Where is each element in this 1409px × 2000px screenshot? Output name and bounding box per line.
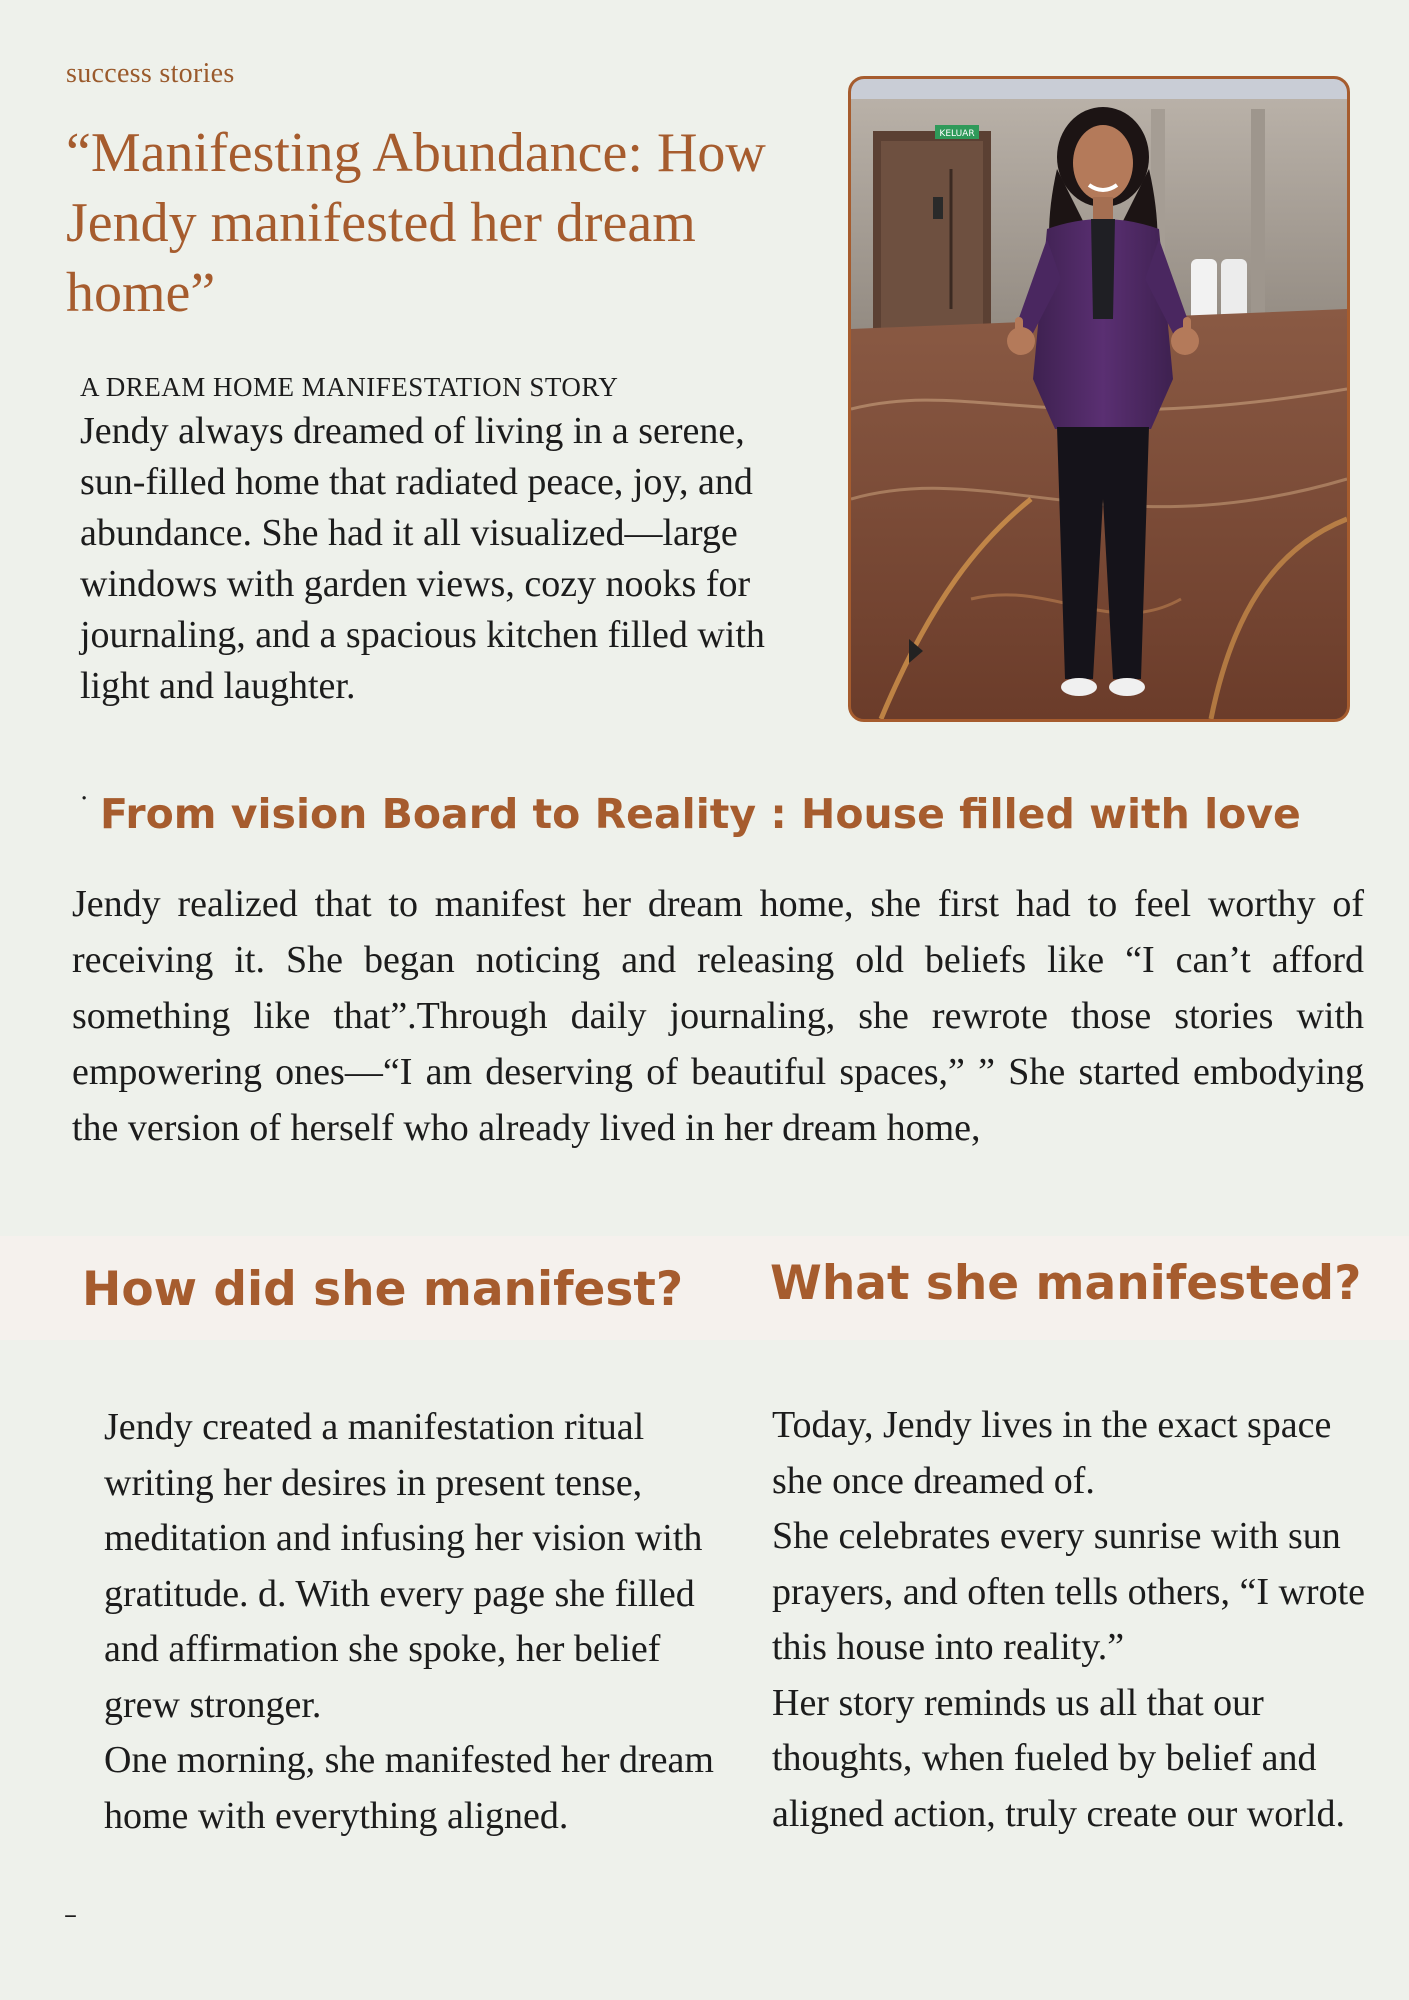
story-subheading: A DREAM HOME MANIFESTATION STORY — [80, 372, 619, 402]
stray-dot: . — [80, 776, 89, 806]
left-column-heading: How did she manifest? — [82, 1262, 684, 1317]
right-column-heading: What she manifested? — [770, 1256, 1362, 1311]
section-kicker: success stories — [66, 58, 235, 89]
portrait-photo — [848, 76, 1350, 722]
section-heading: From vision Board to Reality : House filled with love — [100, 790, 1301, 838]
intro-paragraph: Jendy always dreamed of living in a serene, sun-filled home that radiated peace, joy, and abundance. She had it all visualized—large windows with garden views, cozy nooks for journaling, and a spacious kitchen filled with light and laughter. — [80, 410, 765, 707]
exit-sign-label: KELUAR — [939, 129, 975, 139]
right-column-text: Today, Jendy lives in the exact space she once dreamed of. She celebrates every sunrise with sun prayers, and often tells others, “I wrote this house into reality.” Her story reminds us all that our thoughts, when fueled by belief and aligned action, truly create our world. — [772, 1404, 1366, 1835]
stray-dash: – — [64, 1900, 77, 1930]
portrait-illustration — [851, 79, 1347, 719]
left-column-text: Jendy created a manifestation ritual writing her desires in present tense, meditation and infusing her vision with gratitude. d. With every page she filled and affirmation she spoke, her belief grew stronger. One morning, she manifested her dream home with everything aligned. — [104, 1406, 714, 1837]
page-title: “Manifesting Abundance: How Jendy manifested her dream home” — [66, 122, 766, 324]
body-paragraph: Jendy realized that to manifest her dream home, she first had to feel worthy of receiving it. She began noticing and releasing old beliefs like “I can’t afford something like that”.Through daily journaling, she rewrote those stories with empowering ones—“I am deserving of beautiful spaces,” ” She started embodying the version of herself who already lived in her dream home, — [72, 883, 1364, 1149]
